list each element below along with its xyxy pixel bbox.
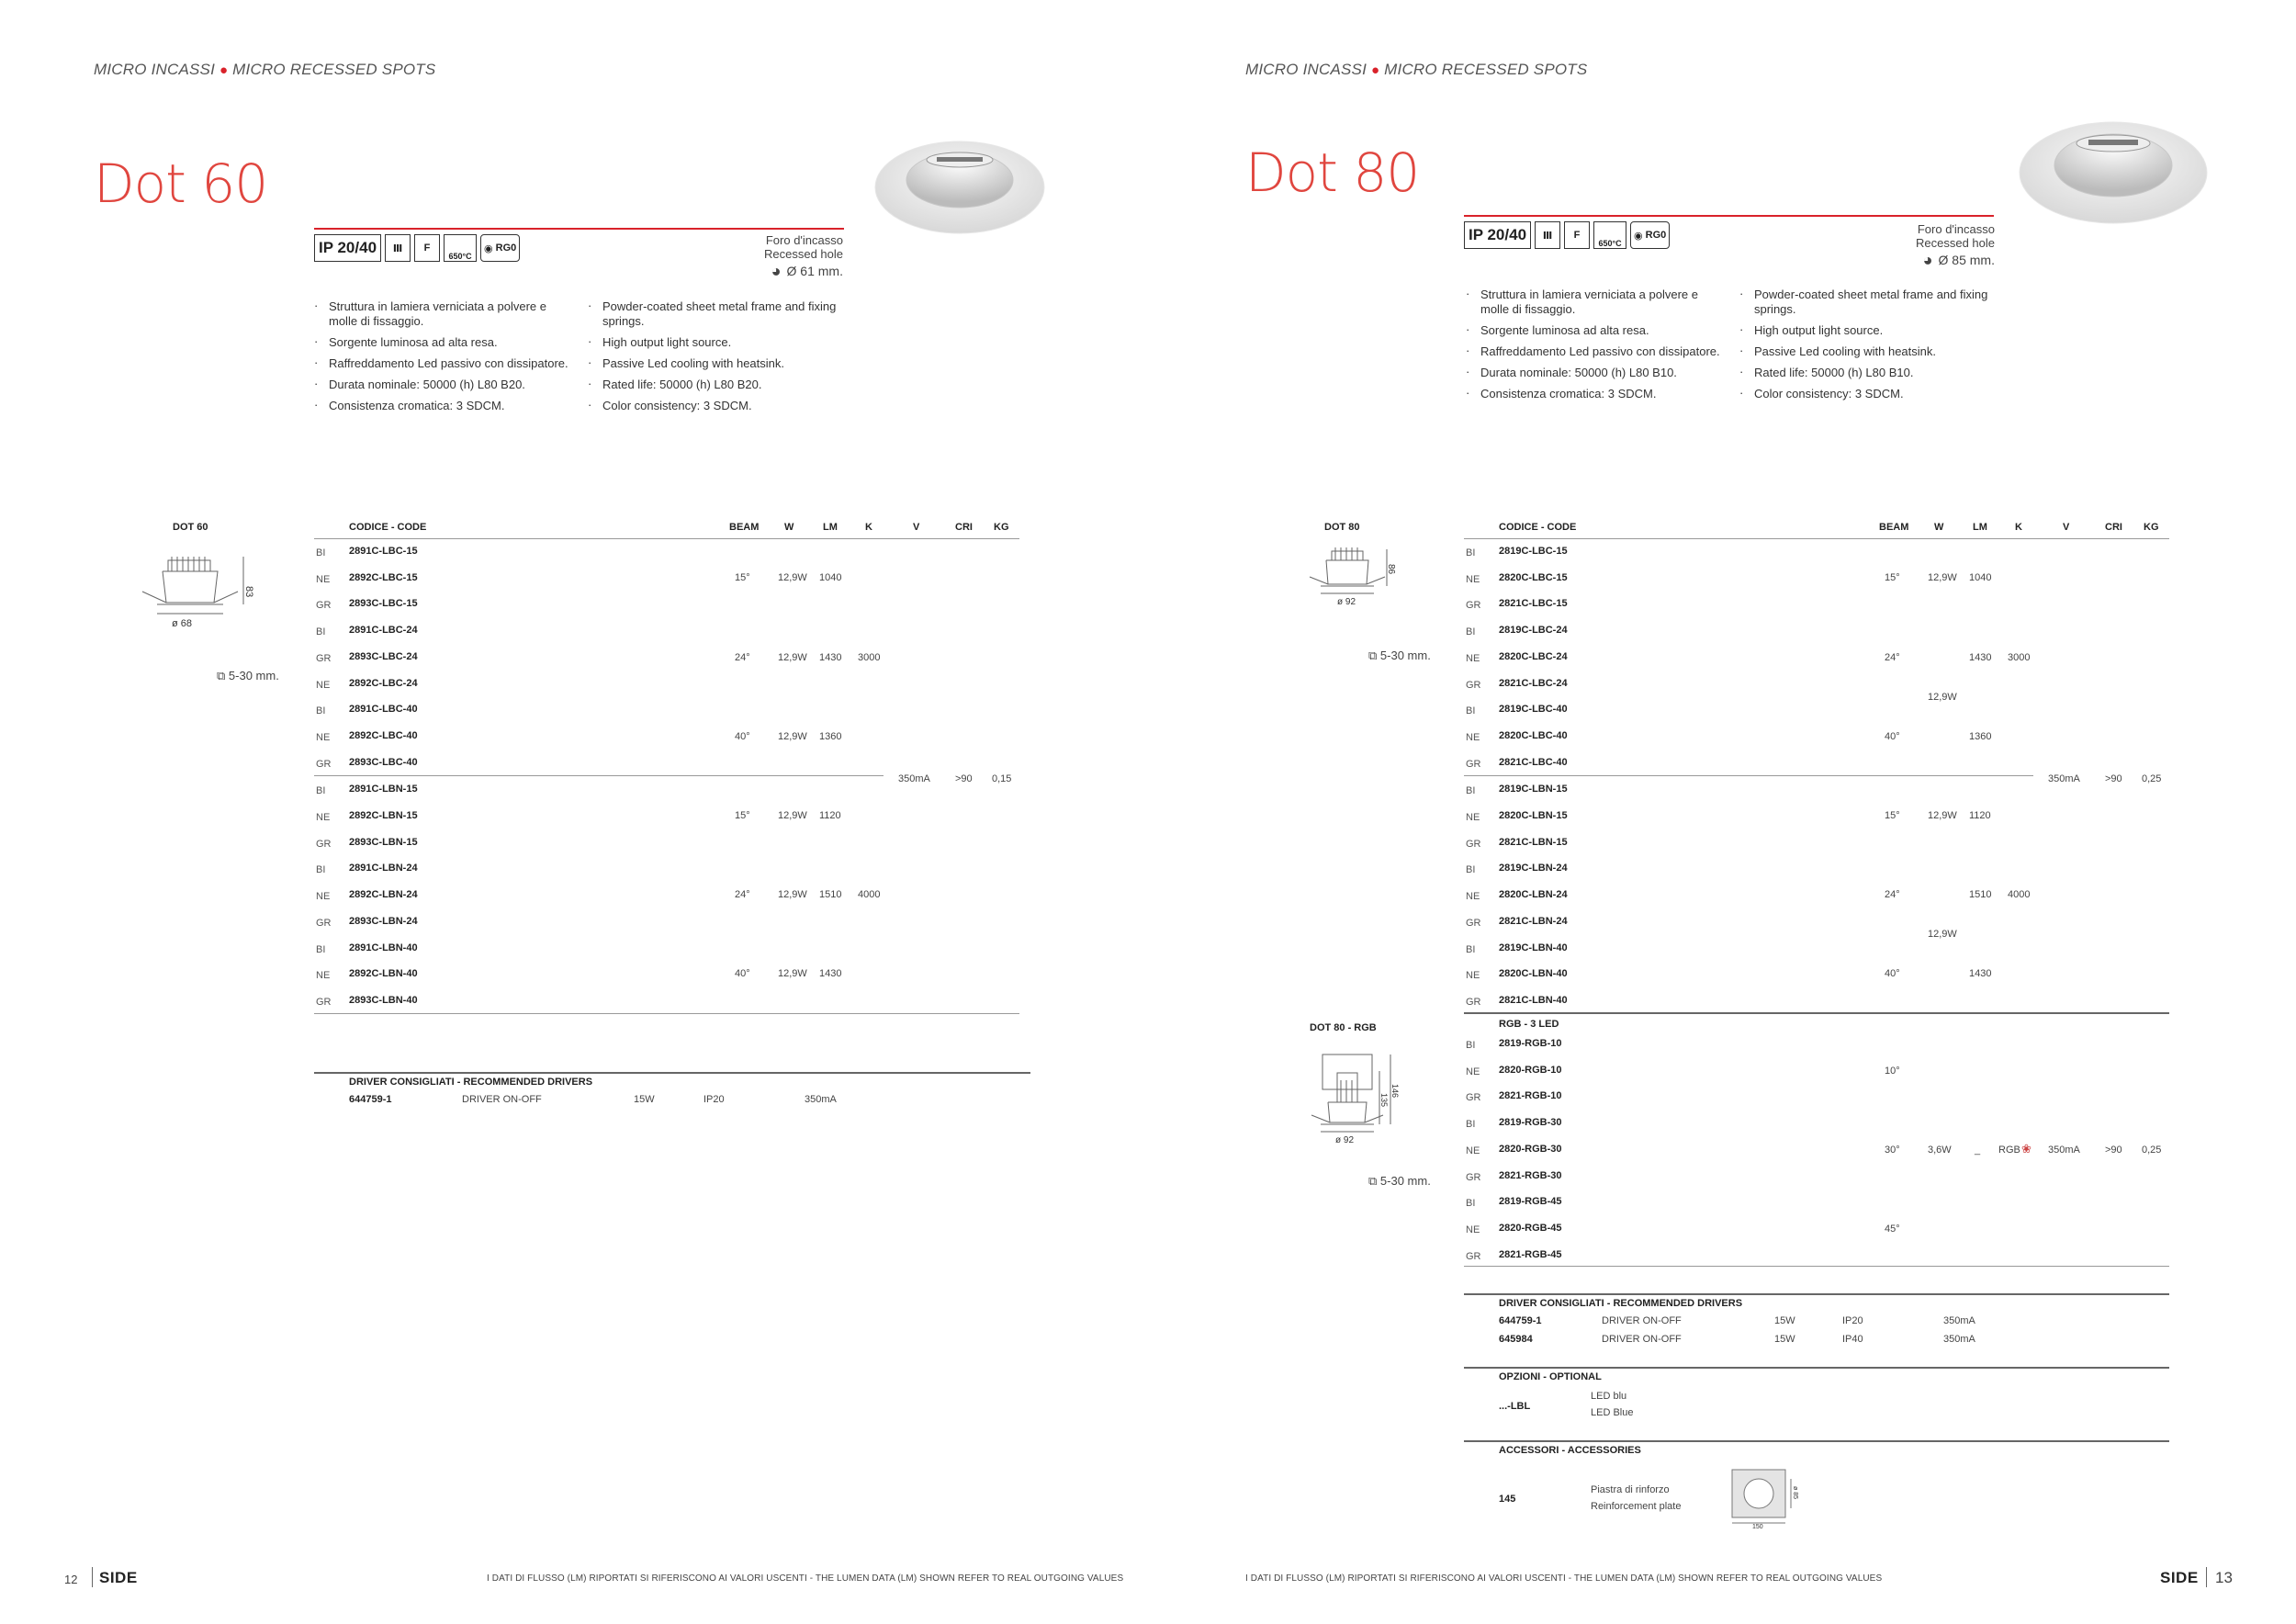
features-it <box>312 299 569 420</box>
f-mark-icon: F <box>414 234 440 262</box>
recessed-hole-block <box>716 233 843 278</box>
product-code: 2820C-LBC-40 <box>1499 729 1568 741</box>
feature-item: · Durata nominale: 50000 (h) L80 B10. <box>1464 366 1721 380</box>
spec-beam: 24° <box>735 889 750 900</box>
accessory-code: 145 <box>1499 1494 1516 1505</box>
dim-height: 86 <box>1386 564 1396 575</box>
recessed-hole-block <box>1866 222 1995 267</box>
color-code: BI <box>316 785 326 797</box>
technical-drawing <box>1304 542 1396 625</box>
driver-code: 644759-1 <box>1499 1315 1542 1326</box>
color-code: GR <box>1466 1171 1481 1183</box>
spec-beam: 24° <box>735 652 750 663</box>
group-rule <box>314 775 884 776</box>
product-code: 2893C-LBN-40 <box>349 994 418 1006</box>
product-code: 2819C-LBN-24 <box>1499 863 1568 874</box>
product-code: 2893C-LBN-24 <box>349 915 418 927</box>
color-code: BI <box>1466 547 1476 558</box>
product-code: 2819C-LBN-15 <box>1499 784 1568 795</box>
col-k: K <box>865 522 872 533</box>
dim-diameter: ø 85 <box>1792 1486 1798 1500</box>
page-header <box>1245 61 1587 79</box>
range-value: 5-30 mm. <box>228 669 279 682</box>
product-table <box>1464 520 2169 1273</box>
feature-item: · Consistenza cromatica: 3 SDCM. <box>1464 387 1721 401</box>
rg-label: RG0 <box>495 242 517 254</box>
rg-label: RG0 <box>1645 230 1667 241</box>
color-code: NE <box>1466 1145 1480 1156</box>
col-cri: CRI <box>2105 522 2122 533</box>
product-code: 2892C-LBC-24 <box>349 677 418 689</box>
product-code: 2821-RGB-10 <box>1499 1090 1562 1102</box>
color-code: GR <box>316 838 332 850</box>
spec-w: 12,9W <box>1928 572 1957 583</box>
product-code: 2819C-LBC-40 <box>1499 704 1568 716</box>
eye-icon: ◉ <box>484 242 493 254</box>
product-code: 2893C-LBN-15 <box>349 836 418 848</box>
features-it <box>1464 288 1721 408</box>
range-icon: ⧉ <box>217 669 226 682</box>
table-bottom-rule <box>1464 1266 2169 1267</box>
dim-height: 83 <box>243 586 254 598</box>
product-code: 2820C-LBN-15 <box>1499 810 1568 821</box>
page-number: 13 <box>2215 1569 2233 1586</box>
col-v: V <box>913 522 920 533</box>
spec-beam: 24° <box>1885 889 1900 900</box>
dim-width: 150 <box>1752 1524 1763 1528</box>
dim-height-2: 146 <box>1390 1084 1400 1099</box>
col-beam: BEAM <box>729 522 760 533</box>
spec-w: 12,9W <box>778 968 807 979</box>
range-value: 5-30 mm. <box>1379 1174 1431 1188</box>
accessories-rule <box>1464 1440 2169 1442</box>
color-code: BI <box>316 943 326 955</box>
brand-logo: SIDE <box>99 1569 138 1586</box>
col-lm: LM <box>1973 522 1987 533</box>
feature-item: · Struttura in lamiera verniciata a polvere e molle di fissaggio. <box>1464 288 1721 317</box>
spec-kg: 0,25 <box>2142 773 2162 784</box>
drawing-label: DOT 60 <box>173 522 208 533</box>
product-title: Dot 80 <box>1245 141 1420 204</box>
color-code: GR <box>316 758 332 770</box>
feature-item: · Rated life: 50000 (h) L80 B10. <box>1738 366 2004 380</box>
spec-beam: 40° <box>735 731 750 742</box>
product-title: Dot 60 <box>94 152 268 215</box>
product-code: 2820-RGB-10 <box>1499 1064 1562 1076</box>
spec-kg: 0,15 <box>992 773 1012 784</box>
options-rule <box>1464 1367 2169 1369</box>
product-code: 2821C-LBN-24 <box>1499 915 1568 927</box>
spec-k: 3000 <box>2008 652 2031 663</box>
hole-diameter <box>1866 251 1995 269</box>
driver-desc: DRIVER ON-OFF <box>462 1094 542 1105</box>
col-w: W <box>1934 522 1944 533</box>
class-three-icon: Ⅲ <box>1535 221 1560 249</box>
color-code: NE <box>316 970 331 982</box>
feature-item: · Passive Led cooling with heatsink. <box>1738 344 2004 359</box>
spec-w: 12,9W <box>778 731 807 742</box>
feature-item: · Sorgente luminosa ad alta resa. <box>1464 323 1721 338</box>
spec-lm: 1120 <box>819 810 841 821</box>
spec-w: 12,9W <box>778 652 807 663</box>
mounting-range <box>217 669 279 683</box>
drivers-title: DRIVER CONSIGLIATI - RECOMMENDED DRIVERS <box>349 1077 593 1088</box>
color-code: NE <box>1466 1066 1480 1077</box>
product-code: 2819-RGB-30 <box>1499 1117 1562 1129</box>
col-lm: LM <box>823 522 838 533</box>
spec-v: 350mA <box>898 773 930 784</box>
feature-item: · Struttura in lamiera verniciata a polvere e molle di fissaggio. <box>312 299 569 329</box>
feature-item: · High output light source. <box>1738 323 2004 338</box>
spec-beam: 40° <box>735 968 750 979</box>
range-value: 5-30 mm. <box>1379 648 1431 662</box>
ip-rating-icon: IP 20/40 <box>1464 221 1531 249</box>
glow-wire-icon: 650°C <box>1593 221 1626 249</box>
option-code: ...-LBL <box>1499 1401 1531 1412</box>
spec-beam: 15° <box>1885 572 1900 583</box>
product-code: 2892C-LBN-24 <box>349 889 418 901</box>
page-header <box>94 61 435 79</box>
color-code: GR <box>316 917 332 929</box>
color-code: GR <box>1466 679 1481 691</box>
feature-item: · Raffreddamento Led passivo con dissipatore. <box>312 356 569 371</box>
spec-w: 12,9W <box>778 572 807 583</box>
driver-watt: 15W <box>1774 1334 1795 1345</box>
rgb-title: RGB - 3 LED <box>1499 1019 1559 1030</box>
hole-label-en: Recessed hole <box>764 247 843 261</box>
rgb-rule <box>1464 1012 2169 1014</box>
certification-icons <box>314 233 520 263</box>
product-code: 2819-RGB-10 <box>1499 1038 1562 1049</box>
color-code: NE <box>316 573 331 585</box>
color-code: BI <box>1466 1119 1476 1131</box>
certification-icons <box>1464 220 1670 250</box>
col-kg: KG <box>2144 522 2159 533</box>
spec-lm: 1040 <box>819 572 842 583</box>
hole-saw-icon: ◕ <box>771 262 782 280</box>
drivers-rule <box>1464 1293 2169 1295</box>
feature-item: · Durata nominale: 50000 (h) L80 B20. <box>312 378 569 392</box>
feature-item: · Powder-coated sheet metal frame and fixing springs. <box>586 299 852 329</box>
product-code: 2820C-LBC-15 <box>1499 571 1568 583</box>
driver-desc: DRIVER ON-OFF <box>1602 1334 1682 1345</box>
title-rule <box>314 228 844 230</box>
product-code: 2821C-LBC-24 <box>1499 677 1568 689</box>
dim-diameter: ø 92 <box>1335 1135 1355 1145</box>
drawing-label: DOT 80 - RGB <box>1310 1022 1377 1033</box>
header-en: MICRO RECESSED SPOTS <box>1384 61 1588 78</box>
ip-rating-icon: IP 20/40 <box>314 234 381 262</box>
product-code: 2819C-LBC-15 <box>1499 546 1568 557</box>
spec-cri: >90 <box>2105 773 2122 784</box>
color-code: GR <box>1466 1250 1481 1262</box>
options-title: OPZIONI - OPTIONAL <box>1499 1371 1602 1382</box>
driver-watt: 15W <box>634 1094 655 1105</box>
product-code: 2892C-LBN-15 <box>349 810 418 821</box>
hole-label-it: Foro d'incasso <box>1917 222 1995 236</box>
product-code: 2891C-LBN-24 <box>349 863 418 874</box>
product-table <box>314 520 1019 1016</box>
technical-drawing-rgb <box>1302 1047 1403 1153</box>
spec-kg: 0,25 <box>2142 1145 2162 1156</box>
option-desc-it: LED blu <box>1591 1391 1627 1402</box>
footer-divider <box>92 1567 93 1587</box>
feature-item: · Powder-coated sheet metal frame and fixing springs. <box>1738 288 2004 317</box>
spec-w: 12,9W <box>1928 692 1957 703</box>
color-code: NE <box>1466 891 1480 903</box>
spec-k: 4000 <box>858 889 881 900</box>
color-code: NE <box>316 891 331 903</box>
red-dot-icon: ● <box>219 62 229 78</box>
color-code: GR <box>1466 758 1481 770</box>
col-code: CODICE - CODE <box>349 522 427 533</box>
col-w: W <box>784 522 794 533</box>
drivers-rule <box>314 1072 1030 1074</box>
header-it: MICRO INCASSI <box>94 61 216 78</box>
color-code: NE <box>1466 970 1480 982</box>
glow-wire-icon: 650°C <box>444 234 477 262</box>
spec-beam: 10° <box>1885 1066 1900 1077</box>
brand-logo: SIDE <box>2160 1569 2199 1586</box>
driver-current: 350mA <box>1943 1334 1975 1345</box>
product-code: 2821-RGB-45 <box>1499 1248 1562 1260</box>
driver-ip: IP40 <box>1842 1334 1863 1345</box>
title-rule <box>1464 215 1994 217</box>
rgb-color-icon: ❀ <box>2021 1142 2032 1156</box>
spec-lm: 1360 <box>819 731 842 742</box>
photobiological-icon <box>480 234 520 262</box>
spec-v: 350mA <box>2048 773 2080 784</box>
footer-note: I DATI DI FLUSSO (LM) RIPORTATI SI RIFERISCONO AI VALORI USCENTI - THE LUMEN DATA (LM) SHOWN REFER TO REAL OUTGOING VALUES <box>487 1573 1124 1584</box>
product-code: 2819C-LBN-40 <box>1499 942 1568 953</box>
header-it: MICRO INCASSI <box>1245 61 1367 78</box>
color-code: NE <box>1466 1224 1480 1235</box>
accessory-desc-en: Reinforcement plate <box>1591 1501 1682 1512</box>
hole-diameter <box>716 262 843 280</box>
color-code: BI <box>1466 1198 1476 1210</box>
spec-beam: 40° <box>1885 731 1900 742</box>
product-code: 2821C-LBN-40 <box>1499 994 1568 1006</box>
col-beam: BEAM <box>1879 522 1909 533</box>
color-code: GR <box>1466 996 1481 1008</box>
spec-beam: 15° <box>735 810 750 821</box>
spec-lm: 1430 <box>1969 968 1992 979</box>
header-en: MICRO RECESSED SPOTS <box>232 61 436 78</box>
color-code: BI <box>1466 785 1476 797</box>
driver-current: 350mA <box>805 1094 837 1105</box>
product-code: 2821-RGB-30 <box>1499 1169 1562 1181</box>
accessory-desc-it: Piastra di rinforzo <box>1591 1484 1670 1495</box>
header-rule <box>1464 538 2169 539</box>
option-desc-en: LED Blue <box>1591 1407 1634 1418</box>
features-en <box>1738 288 2004 408</box>
spec-cri: >90 <box>2105 1145 2122 1156</box>
color-code: GR <box>316 652 332 664</box>
drawing-label: DOT 80 <box>1324 522 1360 533</box>
class-three-icon: Ⅲ <box>385 234 411 262</box>
spec-k: 3000 <box>858 652 881 663</box>
spec-lm: 1510 <box>819 889 842 900</box>
spec-w: 12,9W <box>1928 810 1957 821</box>
accessories-title: ACCESSORI - ACCESSORIES <box>1499 1445 1641 1456</box>
color-code: NE <box>316 812 331 823</box>
driver-desc: DRIVER ON-OFF <box>1602 1315 1682 1326</box>
product-code: 2892C-LBC-15 <box>349 571 418 583</box>
col-kg: KG <box>994 522 1009 533</box>
driver-code: 645984 <box>1499 1334 1533 1345</box>
feature-item: · Color consistency: 3 SDCM. <box>1738 387 2004 401</box>
color-code: NE <box>1466 812 1480 823</box>
footer-divider <box>2206 1567 2207 1587</box>
product-code: 2891C-LBC-24 <box>349 625 418 637</box>
color-code: BI <box>1466 626 1476 638</box>
table-bottom-rule <box>314 1013 1019 1014</box>
product-code: 2820C-LBN-24 <box>1499 889 1568 901</box>
mounting-range <box>1368 1174 1431 1189</box>
product-code: 2819-RGB-45 <box>1499 1196 1562 1208</box>
product-photo <box>872 134 1047 235</box>
spec-k: RGB <box>1998 1145 2020 1156</box>
driver-code: 644759-1 <box>349 1094 392 1105</box>
spec-beam: 45° <box>1885 1224 1900 1235</box>
f-mark-icon: F <box>1564 221 1590 249</box>
color-code: GR <box>316 600 332 612</box>
product-code: 2820-RGB-45 <box>1499 1222 1562 1234</box>
hole-saw-icon: ◕ <box>1922 251 1933 269</box>
product-code: 2821C-LBC-15 <box>1499 598 1568 610</box>
feature-item: · Rated life: 50000 (h) L80 B20. <box>586 378 852 392</box>
spec-beam: 24° <box>1885 652 1900 663</box>
color-code: BI <box>1466 943 1476 955</box>
dim-height-1: 135 <box>1379 1093 1389 1108</box>
hole-label-it: Foro d'incasso <box>765 233 843 247</box>
color-code: GR <box>1466 917 1481 929</box>
driver-current: 350mA <box>1943 1315 1975 1326</box>
color-code: BI <box>316 547 326 558</box>
hole-diameter-value: Ø 85 mm. <box>1938 253 1995 267</box>
product-code: 2892C-LBC-40 <box>349 729 418 741</box>
product-code: 2819C-LBC-24 <box>1499 625 1568 637</box>
spec-lm: _ <box>1975 1145 1981 1156</box>
photobiological-icon <box>1630 221 1670 249</box>
page-number: 12 <box>64 1573 78 1586</box>
spec-w: 12,9W <box>778 889 807 900</box>
col-cri: CRI <box>955 522 973 533</box>
product-photo <box>2017 116 2210 226</box>
color-code: GR <box>1466 600 1481 612</box>
col-code: CODICE - CODE <box>1499 522 1577 533</box>
spec-w: 12,9W <box>778 810 807 821</box>
spec-lm: 1510 <box>1969 889 1992 900</box>
range-icon: ⧉ <box>1368 1174 1378 1188</box>
spec-lm: 1430 <box>819 968 842 979</box>
color-code: NE <box>1466 652 1480 664</box>
color-code: NE <box>1466 573 1480 585</box>
spec-v: 350mA <box>2048 1145 2080 1156</box>
product-code: 2891C-LBN-40 <box>349 942 418 953</box>
product-code: 2891C-LBN-15 <box>349 784 418 795</box>
feature-item: · Raffreddamento Led passivo con dissipatore. <box>1464 344 1721 359</box>
color-code: NE <box>316 679 331 691</box>
product-code: 2892C-LBN-40 <box>349 968 418 980</box>
color-code: GR <box>1466 1092 1481 1104</box>
driver-watt: 15W <box>1774 1315 1795 1326</box>
product-code: 2821C-LBN-15 <box>1499 836 1568 848</box>
dim-diameter: ø 92 <box>1337 597 1356 607</box>
spec-lm: 1120 <box>1969 810 1991 821</box>
color-code: GR <box>1466 838 1481 850</box>
red-dot-icon: ● <box>1370 62 1380 78</box>
spec-cri: >90 <box>955 773 973 784</box>
product-code: 2820C-LBN-40 <box>1499 968 1568 980</box>
hole-diameter-value: Ø 61 mm. <box>786 264 843 278</box>
color-code: NE <box>1466 731 1480 743</box>
product-code: 2893C-LBC-24 <box>349 650 418 662</box>
color-code: BI <box>1466 1040 1476 1051</box>
spec-k: 4000 <box>2008 889 2031 900</box>
spec-beam: 15° <box>735 572 750 583</box>
dim-diameter: ø 68 <box>172 618 193 629</box>
feature-item: · Consistenza cromatica: 3 SDCM. <box>312 399 569 413</box>
spec-beam: 30° <box>1885 1145 1900 1156</box>
technical-drawing <box>133 547 257 653</box>
spec-w: 3,6W <box>1928 1145 1952 1156</box>
product-code: 2820C-LBC-24 <box>1499 650 1568 662</box>
product-code: 2891C-LBC-40 <box>349 704 418 716</box>
spec-lm: 1040 <box>1969 572 1992 583</box>
feature-item: · Sorgente luminosa ad alta resa. <box>312 335 569 350</box>
reinforcement-plate-drawing <box>1727 1466 1800 1528</box>
drivers-title: DRIVER CONSIGLIATI - RECOMMENDED DRIVERS <box>1499 1298 1743 1309</box>
color-code: GR <box>316 996 332 1008</box>
col-k: K <box>2015 522 2022 533</box>
spec-lm: 1430 <box>1969 652 1992 663</box>
product-code: 2893C-LBC-15 <box>349 598 418 610</box>
feature-item: · Color consistency: 3 SDCM. <box>586 399 852 413</box>
group-rule <box>1464 775 2033 776</box>
product-code: 2820-RGB-30 <box>1499 1143 1562 1155</box>
header-rule <box>314 538 1019 539</box>
color-code: BI <box>316 864 326 876</box>
spec-w: 12,9W <box>1928 929 1957 940</box>
product-code: 2891C-LBC-15 <box>349 546 418 557</box>
spec-lm: 1360 <box>1969 731 1992 742</box>
feature-item: · High output light source. <box>586 335 852 350</box>
color-code: BI <box>1466 864 1476 876</box>
spec-lm: 1430 <box>819 652 842 663</box>
feature-item: · Passive Led cooling with heatsink. <box>586 356 852 371</box>
features-en <box>586 299 852 420</box>
product-code: 2821C-LBC-40 <box>1499 756 1568 768</box>
color-code: BI <box>1466 705 1476 717</box>
hole-label-en: Recessed hole <box>1916 236 1995 250</box>
color-code: BI <box>316 626 326 638</box>
product-code: 2893C-LBC-40 <box>349 756 418 768</box>
range-icon: ⧉ <box>1368 648 1378 662</box>
mounting-range <box>1368 648 1431 663</box>
spec-beam: 15° <box>1885 810 1900 821</box>
driver-ip: IP20 <box>703 1094 725 1105</box>
color-code: BI <box>316 705 326 717</box>
driver-ip: IP20 <box>1842 1315 1863 1326</box>
color-code: NE <box>316 731 331 743</box>
eye-icon: ◉ <box>1634 230 1643 242</box>
col-v: V <box>2063 522 2070 533</box>
footer-note: I DATI DI FLUSSO (LM) RIPORTATI SI RIFERISCONO AI VALORI USCENTI - THE LUMEN DATA (LM) SHOWN REFER TO REAL OUTGOING VALUES <box>1245 1573 1883 1584</box>
spec-beam: 40° <box>1885 968 1900 979</box>
